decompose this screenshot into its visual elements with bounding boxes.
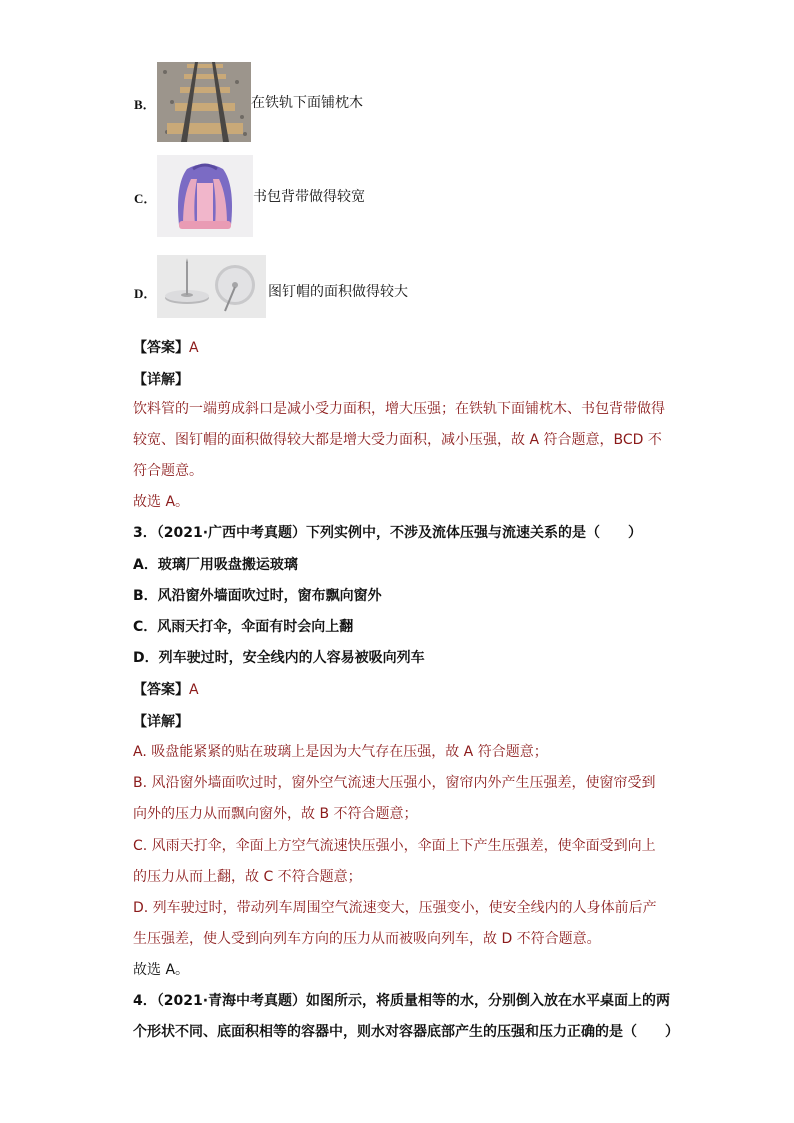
q3-detail-line: A. 吸盘能紧紧的贴在玻璃上是因为大气存在压强，故 A 符合题意； (133, 744, 548, 760)
q2-detail-label: 【详解】 (133, 372, 189, 388)
q3-option-b: B．风沿窗外墙面吹过时，窗布飘向窗外 (133, 588, 382, 604)
q3-detail-line: B. 风沿窗外墙面吹过时，窗外空气流速大压强小，窗帘内外产生压强差，使窗帘受到 (133, 775, 656, 791)
railway-sleepers-photo (157, 62, 251, 142)
question-number: 4． (133, 993, 157, 1009)
option-c-letter: C． (134, 191, 157, 206)
question-source: （2021·广西中考真题） (156, 525, 307, 541)
question-text: 如图所示，将质量相等的水，分别倒入放在水平桌面上的两 (306, 993, 671, 1009)
q4-stem-line-2: 个形状不同、底面积相等的容器中，则水对容器底部产生的压强和压力正确的是（ ） (133, 1024, 679, 1040)
option-d-letter: D． (134, 286, 157, 301)
option-b-text: 在铁轨下面铺枕木 (251, 95, 363, 111)
option-b-letter: B． (134, 97, 156, 112)
q2-answer (133, 337, 199, 357)
q2-conclusion: 故选 A。 (133, 494, 190, 510)
q2-detail-line: 符合题意。 (133, 463, 203, 479)
q3-detail-label: 【详解】 (133, 714, 189, 730)
answer-label: 【答案】 (133, 340, 189, 356)
answer-label: 【答案】 (133, 682, 189, 698)
q3-stem (133, 523, 642, 543)
q2-detail-line: 较宽、图钉帽的面积做得较大都是增大受力面积，减小压强，故 A 符合题意，BCD 不 (133, 432, 662, 448)
option-c-text: 书包背带做得较宽 (253, 189, 365, 205)
q3-answer (133, 679, 199, 699)
q3-option-d: D．列车驶过时，安全线内的人容易被吸向列车 (133, 650, 425, 666)
q3-detail-line: 生压强差，使人受到向列车方向的压力从而被吸向列车，故 D 不符合题意。 (133, 931, 601, 947)
q3-option-a: A．玻璃厂用吸盘搬运玻璃 (133, 557, 298, 573)
q3-detail-line: D. 列车驶过时，带动列车周围空气流速变大，压强变小，使安全线内的人身体前后产 (133, 900, 657, 916)
q3-conclusion: 故选 A。 (133, 962, 190, 978)
answer-value: A (189, 682, 199, 698)
question-source: （2021·青海中考真题） (156, 993, 307, 1009)
q2-detail-line: 饮料管的一端剪成斜口是减小受力面积，增大压强；在铁轨下面铺枕木、书包背带做得 (133, 401, 665, 417)
q3-option-c: C．风雨天打伞，伞面有时会向上翻 (133, 619, 354, 635)
q3-detail-line: 的压力从而上翻，故 C 不符合题意； (133, 869, 362, 885)
thumbtack-photo (157, 255, 266, 318)
backpack-photo (157, 155, 253, 237)
q4-stem-line-1 (133, 991, 670, 1011)
option-d-text: 图钉帽的面积做得较大 (268, 284, 408, 300)
question-number: 3． (133, 525, 157, 541)
question-text: 下列实例中，不涉及流体压强与流速关系的是（ ） (306, 525, 643, 541)
answer-value: A (189, 340, 199, 356)
q3-detail-line: C. 风雨天打伞，伞面上方空气流速快压强小，伞面上下产生压强差，使伞面受到向上 (133, 838, 656, 854)
q3-detail-line: 向外的压力从而飘向窗外，故 B 不符合题意； (133, 806, 418, 822)
